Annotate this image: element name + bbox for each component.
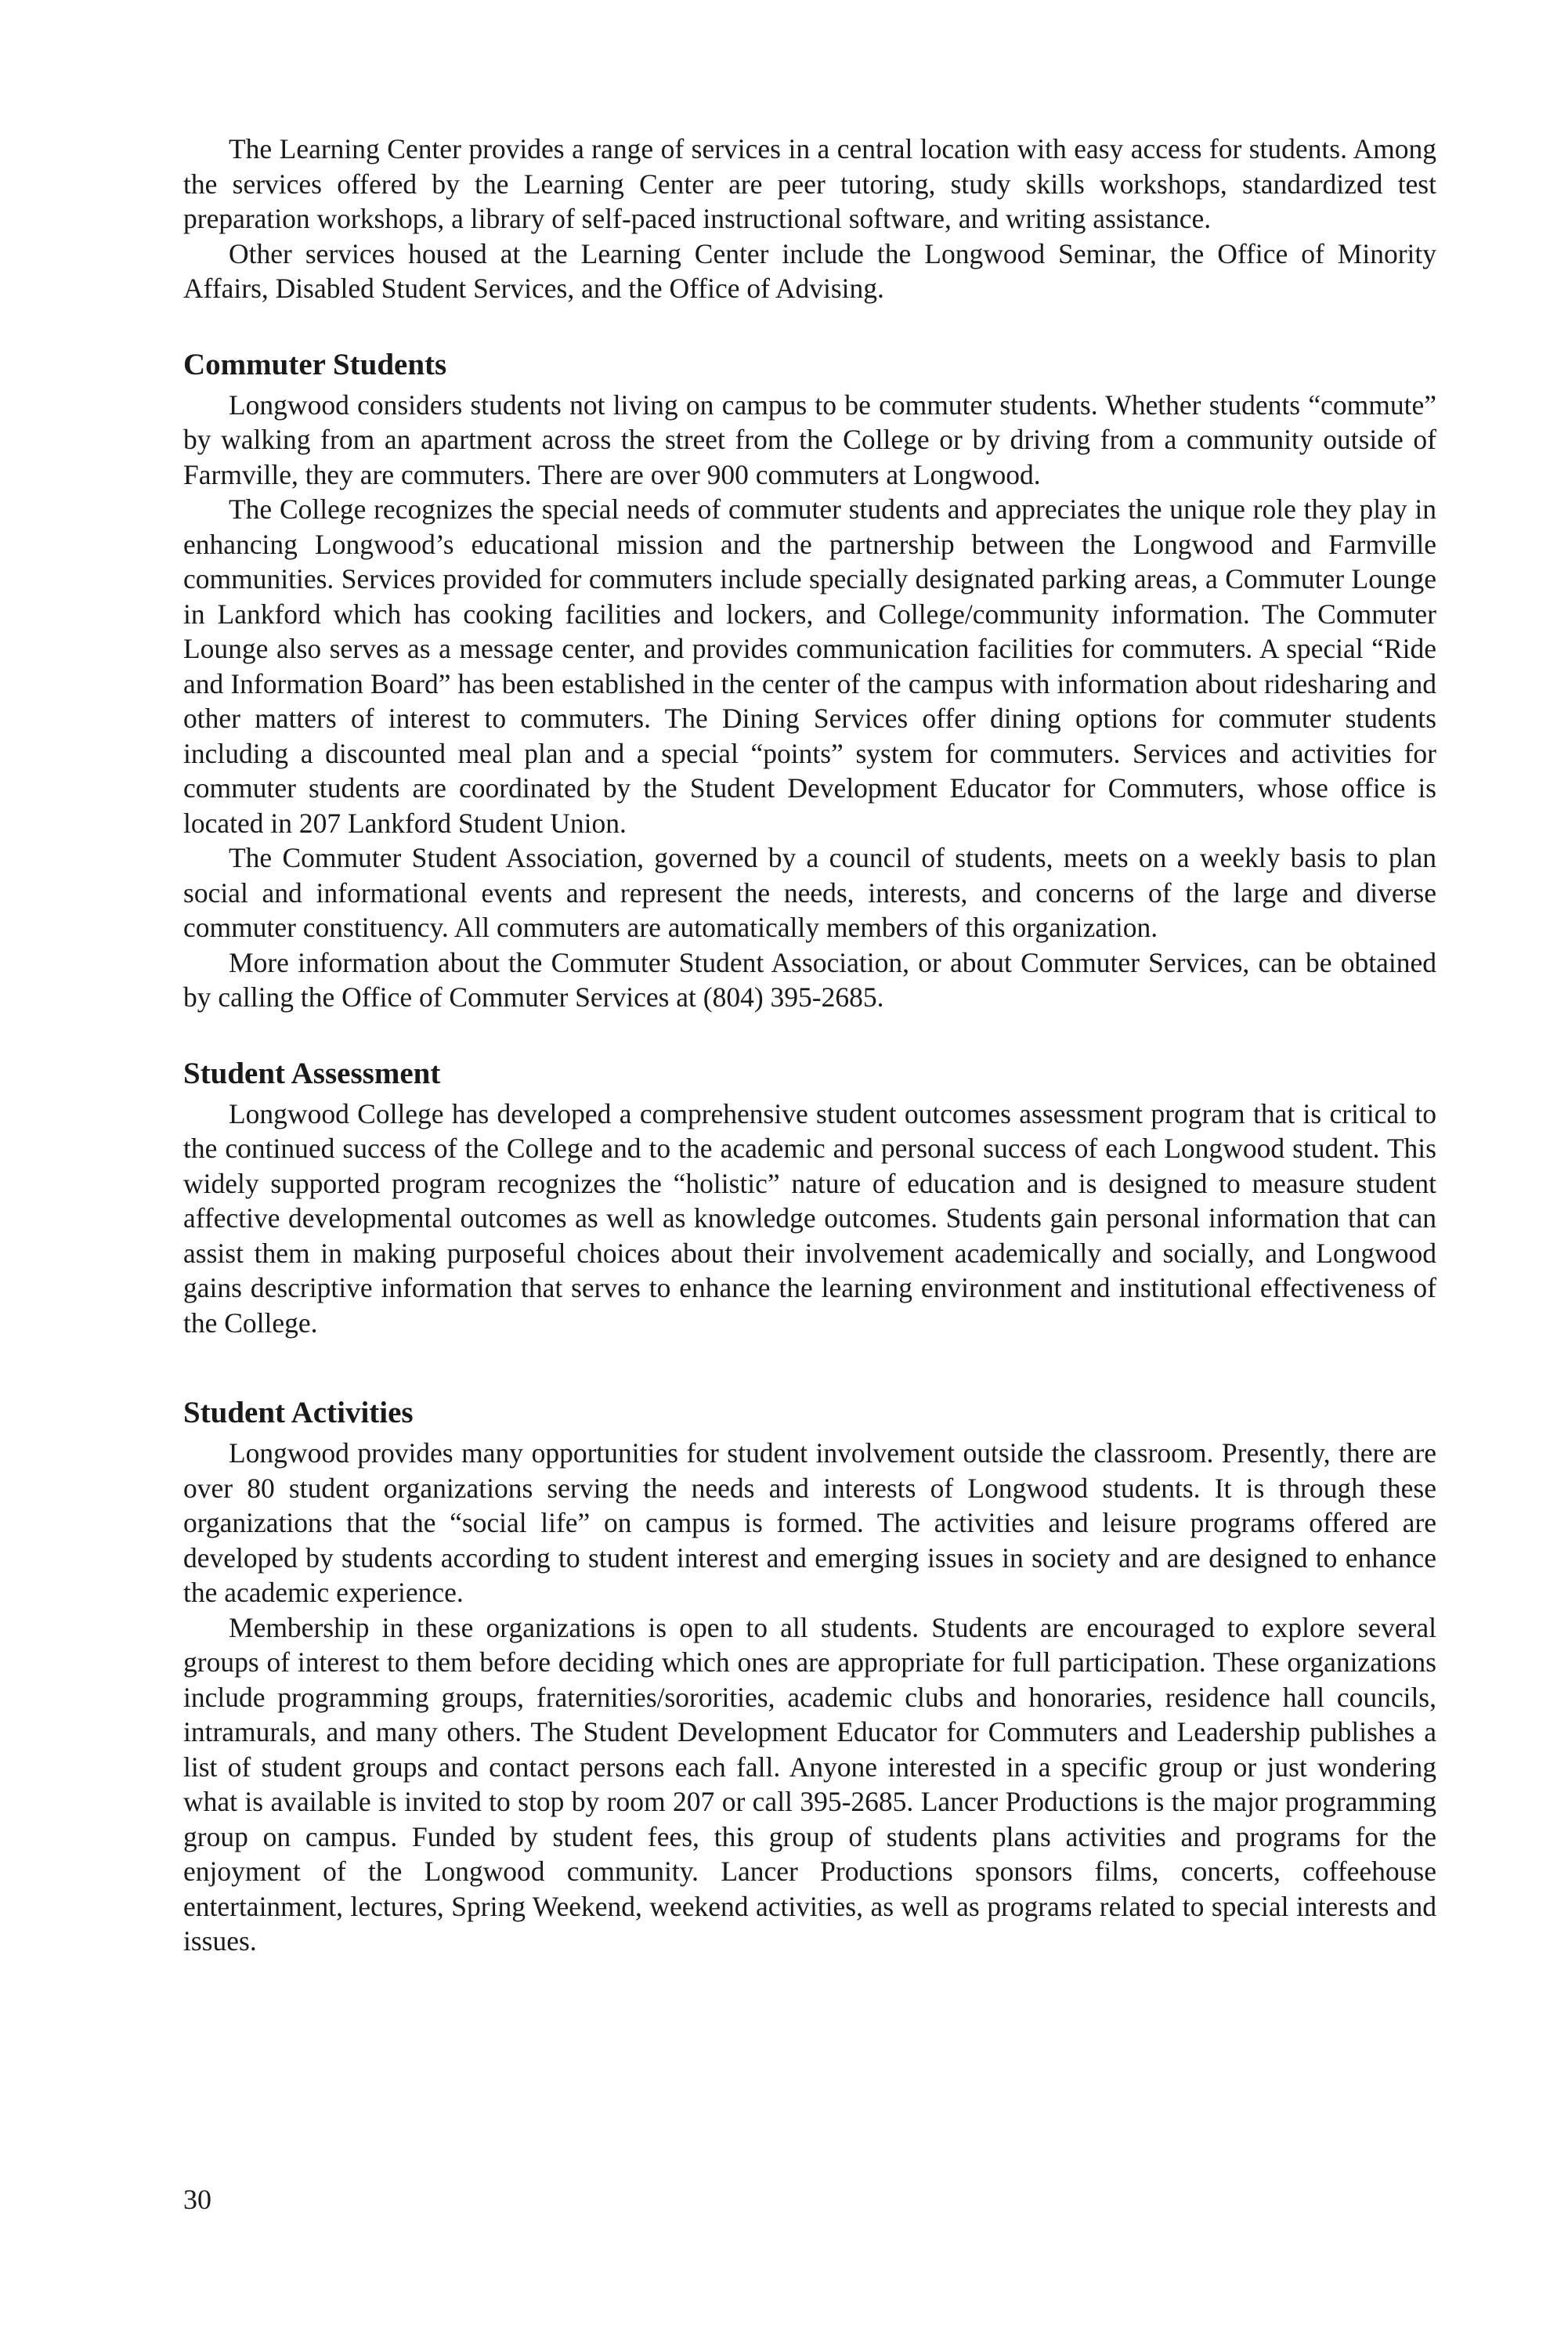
commuter-students-section xyxy=(183,347,1436,1015)
student-assessment-section xyxy=(183,1056,1436,1341)
paragraph: Longwood provides many opportunities for student involvement outside the classroom. Presently, there are over 80 student organizations serving the needs and interests of Longwood students. It is through these organizations that the “social life” on campus is formed. The activities and leisure programs offered are developed by students according to student interest and emerging issues in society and are designed to enhance the academic experience. xyxy=(183,1437,1436,1608)
section-heading: Student Activities xyxy=(183,1396,414,1429)
page-number: 30 xyxy=(183,2184,211,2215)
paragraph: Membership in these organizations is open to all students. Students are encouraged to explore several groups of interest to them before deciding which ones are appropriate for full participation. These organizations include programming groups, fraternities/sororities, academic clubs and honoraries, residence hall councils, intramurals, and many others. The Student Development Educator for Commuters and Leadership publishes a list of student groups and contact persons each fall. Anyone interested in a specific group or just wondering what is available is invited to stop by room 207 or call 395-2685. Lancer Productions is the major programming group on campus. Funded by student fees, this group of students plans activities and programs for the enjoyment of the Longwood community. Lancer Productions sponsors films, concerts, coffeehouse entertainment, lectures, Spring Weekend, weekend activities, as well as programs related to special interests and issues. xyxy=(183,1611,1436,1957)
section-heading: Student Assessment xyxy=(183,1056,441,1090)
document-page xyxy=(183,132,1436,1959)
paragraph: Other services housed at the Learning Center include the Longwood Seminar, the Office of Minority Affairs, Disabled Student Services, and the Office of Advising. xyxy=(183,237,1436,304)
section-heading: Commuter Students xyxy=(183,347,447,381)
paragraph: The Learning Center provides a range of services in a central location with easy access for students. Among the services offered by the Learning Center are peer tutoring, study skills workshops, standardized test preparation workshops, a library of self-paced instructional software, and writing assistance. xyxy=(183,133,1436,234)
paragraph: The College recognizes the special needs of commuter students and appreciates the unique role they play in enhancing Longwood’s educational mission and the partnership between the Longwood and Farmville communities. Services provided for commuters include specially designated parking areas, a Commuter Lounge in Lankford which has cooking facilities and lockers, and College/community information. The Commuter Lounge also serves as a message center, and provides communication facilities for commuters. A special “Ride and Information Board” has been established in the center of the campus with information about ridesharing and other matters of interest to commuters. The Dining Services offer dining options for commuter students including a discounted meal plan and a special “points” system for commuters. Services and activities for commuter students are coordinated by the Student Development Educator for Commuters, whose office is located in 207 Lankford Student Union. xyxy=(183,493,1436,839)
paragraph: Longwood considers students not living on campus to be commuter students. Whether students “commute” by walking from an apartment across the street from the College or by driving from a community outside of Farmville, they are commuters. There are over 900 commuters at Longwood. xyxy=(183,388,1436,490)
paragraph: Longwood College has developed a comprehensive student outcomes assessment program that is critical to the continued success of the College and to the academic and personal success of each Longwood student. This widely supported program recognizes the “holistic” nature of education and is designed to measure student affective developmental outcomes as well as knowledge outcomes. Students gain personal information that can assist them in making purposeful choices about their involvement academically and socially, and Longwood gains descriptive information that serves to enhance the learning environment and institutional effectiveness of the College. xyxy=(183,1097,1436,1339)
learning-center-section xyxy=(183,132,1436,306)
paragraph: The Commuter Student Association, governed by a council of students, meets on a weekly basis to plan social and informational events and represent the needs, interests, and concerns of the large and diverse commuter constituency. All commuters are automatically members of this organization. xyxy=(183,842,1436,943)
student-activities-section xyxy=(183,1395,1436,1959)
paragraph: More information about the Commuter Student Association, or about Commuter Services, can be obtained by calling the Office of Commuter Services at (804) 395-2685. xyxy=(183,946,1436,1013)
